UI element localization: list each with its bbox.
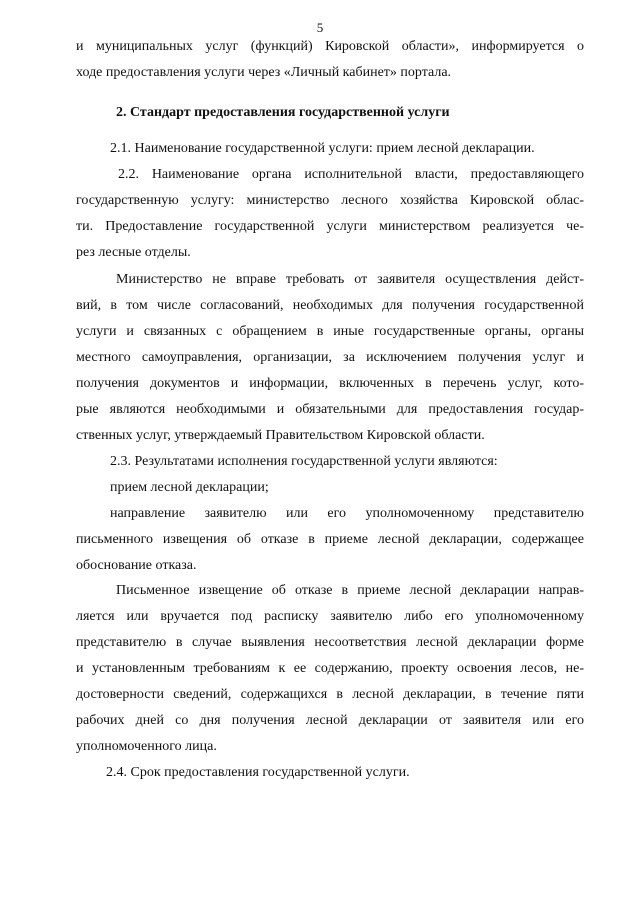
text-line: Письменное извещение об отказе в приеме лесной декларации направ- xyxy=(116,583,584,598)
text-line: государственную услугу: министерство лесного хозяйства Кировской облас- xyxy=(76,193,584,208)
text-line: Министерство не вправе требовать от заявителя осуществления дейст- xyxy=(116,272,584,287)
text-line: и муниципальных услуг (функций) Кировской области», информируется о xyxy=(76,39,584,54)
text-line: услуги и связанных с обращением в иные государственные органы, органы xyxy=(76,324,584,339)
text-line: обоснование отказа. xyxy=(76,558,197,573)
text-line: 2.2. Наименование органа исполнительной власти, предоставляющего xyxy=(118,167,584,182)
text-line: 2.4. Срок предоставления государственной услуги. xyxy=(106,765,410,780)
text-line: рез лесные отделы. xyxy=(76,245,191,260)
text-line: представителю в случае выявления несоответствия лесной декларации форме xyxy=(76,635,584,650)
text-line: вий, в том числе согласований, необходимых для получения государственной xyxy=(76,298,584,313)
text-line: ходе предоставления услуги через «Личный кабинет» портала. xyxy=(76,65,452,80)
text-line: рые являются необходимыми и обязательными для предоставления государ- xyxy=(76,402,584,417)
text-line: ственных услуг, утверждаемый Правительством Кировской области. xyxy=(76,428,485,443)
text-line: местного самоуправления, организации, за исключением получения услуг и xyxy=(76,350,584,365)
text-line: уполномоченного лица. xyxy=(76,739,217,754)
text-line: прием лесной декларации; xyxy=(110,480,269,495)
text-line: получения документов и информации, включенных в перечень услуг, кото- xyxy=(76,376,584,391)
page-number: 5 xyxy=(316,20,324,35)
section-heading: 2. Стандарт предоставления государственной услуги xyxy=(116,105,450,120)
text-line: ляется или вручается под расписку заявителю либо его уполномоченному xyxy=(76,609,584,624)
text-line: 2.1. Наименование государственной услуги: прием лесной декларации. xyxy=(110,141,535,156)
text-line: ти. Предоставление государственной услуги министерством реализуется че- xyxy=(76,219,584,234)
text-line: рабочих дней со дня получения лесной декларации от заявителя или его xyxy=(76,713,584,728)
text-line: письменного извещения об отказе в приеме лесной декларации, содержащее xyxy=(76,532,584,547)
text-line: достоверности сведений, содержащихся в лесной декларации, в течение пяти xyxy=(76,687,584,702)
text-line: направление заявителю или его уполномоченному представителю xyxy=(110,506,584,521)
text-line: 2.3. Результатами исполнения государственной услуги являются: xyxy=(110,454,498,469)
text-line: и установленным требованиям к ее содержанию, проекту освоения лесов, не- xyxy=(76,661,584,676)
